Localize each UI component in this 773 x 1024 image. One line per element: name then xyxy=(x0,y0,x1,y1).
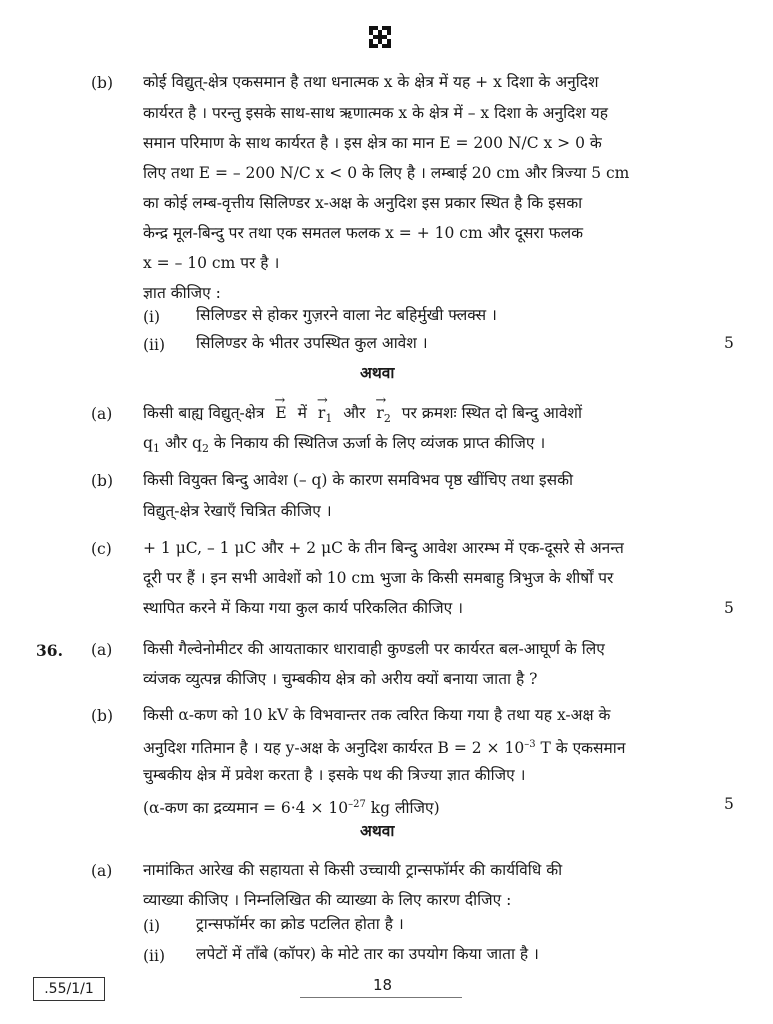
q35-or-b-line-2: विद्युत्-क्षेत्र रेखाएँ चित्रित कीजिए । xyxy=(143,502,332,520)
q36-b-line-4 xyxy=(143,792,440,821)
vector-r2: → $r_2$ xyxy=(375,393,391,426)
q35-b-line-3: समान परिमाण के साथ कार्यरत है । इस क्षेत्र का मान E = 200 N/C x > 0 के xyxy=(143,134,602,152)
q35-or-c-line-3: स्थापित करने में किया गया कुल कार्य परिकलित कीजिए । xyxy=(143,599,464,617)
vector-E: → E xyxy=(274,393,287,422)
paper-code: .55/1/1 xyxy=(33,977,105,1001)
q35-b-label: (b) xyxy=(91,74,114,92)
q35-or-a-line-1 xyxy=(143,393,582,432)
q35-b-line-8: ज्ञात कीजिए : xyxy=(143,284,221,302)
q36-or-a-line-1: नामांकित आरेख की सहायता से किसी उच्चायी ट्रान्सफॉर्मर की कार्यविधि की xyxy=(143,861,563,879)
vector-r1-sub: 1 xyxy=(325,412,333,426)
vector-E-symbol: E xyxy=(275,404,287,422)
q35-or-c-line-1: + 1 μC, – 1 μC और + 2 μC के तीन बिन्दु आवेश आरम्भ में एक-दूसरे से अनन्त xyxy=(143,539,624,557)
q36-or-a-ii-text: लपेटों में ताँबे (कॉपर) के मोटे तार का उपयोग किया जाता है । xyxy=(196,945,539,963)
q35-or-c-line-2: दूरी पर हैं । इन सभी आवेशों को 10 cm भुजा के किसी समबाहु त्रिभुज के शीर्षों पर xyxy=(143,569,614,587)
page-number-underline xyxy=(300,997,462,998)
vector-r1-symbol: r xyxy=(317,404,326,422)
vector-r2-symbol: r xyxy=(376,404,384,422)
q35-b-i-label: (i) xyxy=(143,308,161,326)
q36-b-line-2-post: T के एकसमान xyxy=(535,739,626,758)
q36-b-line-2 xyxy=(143,732,625,761)
q35-b-line-2: कार्यरत है । परन्तु इसके साथ-साथ ऋणात्मक x के क्षेत्र में – x दिशा के अनुदिश यह xyxy=(143,104,608,122)
q35-or-c-label: (c) xyxy=(91,540,112,558)
q1-symbol: q xyxy=(143,434,153,452)
qr-code-icon xyxy=(369,26,391,48)
q35-or-b-label: (b) xyxy=(91,472,114,490)
q35-or-a-mid: में xyxy=(297,404,307,422)
q36-b-line-4-pre: (α-कण का द्रव्यमान = 6·4 × 10 xyxy=(143,799,349,818)
q36-marks-1: 5 xyxy=(724,795,734,813)
q35-b-line-7: x = – 10 cm पर है । xyxy=(143,254,280,272)
q36-b-line-4-exp: –27 xyxy=(348,799,366,810)
q35-b-line-4: लिए तथा E = – 200 N/C x < 0 के लिए है । लम्बाई 20 cm और त्रिज्या 5 cm xyxy=(143,164,630,182)
page-number: 18 xyxy=(373,976,393,994)
q2-symbol: q xyxy=(192,434,202,452)
q1-sub: 1 xyxy=(152,442,160,456)
q36-a-line-2: व्यंजक व्युत्पन्न कीजिए । चुम्बकीय क्षेत्र को अरीय क्यों बनाया जाता है ? xyxy=(143,670,538,688)
q36-or: अथवा xyxy=(360,821,395,840)
q35-b-i-text: सिलिण्डर से होकर गुज़रने वाला नेट बहिर्मुखी फ्लक्स । xyxy=(196,306,497,324)
q36-a-label: (a) xyxy=(91,641,113,659)
q35-or-a-line-2-and: और xyxy=(164,434,188,452)
q35-or-a-line-1-pre: किसी बाह्य विद्युत्-क्षेत्र xyxy=(143,404,265,422)
q36-number: 36. xyxy=(36,641,63,660)
q35-or: अथवा xyxy=(360,363,395,382)
q2-sub: 2 xyxy=(201,442,209,456)
q35-or-a-and: और xyxy=(343,404,366,422)
q35-marks-1: 5 xyxy=(724,334,734,352)
q36-b-line-2-exp: –3 xyxy=(524,739,536,750)
q35-b-line-6: केन्द्र मूल-बिन्दु पर तथा एक समतल फलक x = + 10 cm और दूसरा फलक xyxy=(143,224,584,242)
q36-a-line-1: किसी गैल्वेनोमीटर की आयताकार धारावाही कुण्डली पर कार्यरत बल-आघूर्ण के लिए xyxy=(143,640,605,658)
q35-marks-2: 5 xyxy=(724,599,734,617)
vector-r1: → $r_1$ xyxy=(316,393,333,426)
q36-or-a-line-2: व्याख्या कीजिए । निम्नलिखित की व्याख्या के लिए कारण दीजिए : xyxy=(143,891,512,909)
q35-or-b-line-1: किसी वियुक्त बिन्दु आवेश (– q) के कारण समविभव पृष्ठ खींचिए तथा इसकी xyxy=(143,471,574,489)
q35-b-line-5: का कोई लम्ब-वृत्तीय सिलिण्डर x-अक्ष के अनुदिश इस प्रकार स्थित है कि इसका xyxy=(143,194,583,212)
q36-b-line-1: किसी α-कण को 10 kV के विभवान्तर तक त्वरित किया गया है तथा यह x-अक्ष के xyxy=(143,706,611,724)
q35-b-ii-label: (ii) xyxy=(143,336,166,354)
q36-b-line-3: चुम्बकीय क्षेत्र में प्रवेश करता है । इसके पथ की त्रिज्या ज्ञात कीजिए । xyxy=(143,766,526,784)
q36-b-line-4-post: kg लीजिए) xyxy=(365,799,440,818)
q35-b-ii-text: सिलिण्डर के भीतर उपस्थित कुल आवेश । xyxy=(196,334,428,352)
q35-b-line-1: कोई विद्युत्-क्षेत्र एकसमान है तथा धनात्मक x के क्षेत्र में यह + x दिशा के अनुदिश xyxy=(143,73,599,91)
q35-or-a-line-1-post: पर क्रमशः स्थित दो बिन्दु आवेशों xyxy=(401,404,582,422)
q36-b-line-2-pre: अनुदिश गतिमान है । यह y-अक्ष के अनुदिश कार्यरत B = 2 × 10 xyxy=(143,739,525,758)
vector-r2-sub: 2 xyxy=(383,412,391,426)
q35-or-a-line-2-post: के निकाय की स्थितिज ऊर्जा के लिए व्यंजक प्राप्त कीजिए । xyxy=(213,434,546,452)
q35-or-a-label: (a) xyxy=(91,405,113,423)
q36-or-a-label: (a) xyxy=(91,862,113,880)
q36-or-a-ii-label: (ii) xyxy=(143,947,166,965)
q36-or-a-i-text: ट्रान्सफॉर्मर का क्रोड पटलित होता है । xyxy=(196,915,404,933)
q35-or-a-line-2 xyxy=(143,430,545,462)
q36-or-a-i-label: (i) xyxy=(143,917,161,935)
q36-b-label: (b) xyxy=(91,707,114,725)
